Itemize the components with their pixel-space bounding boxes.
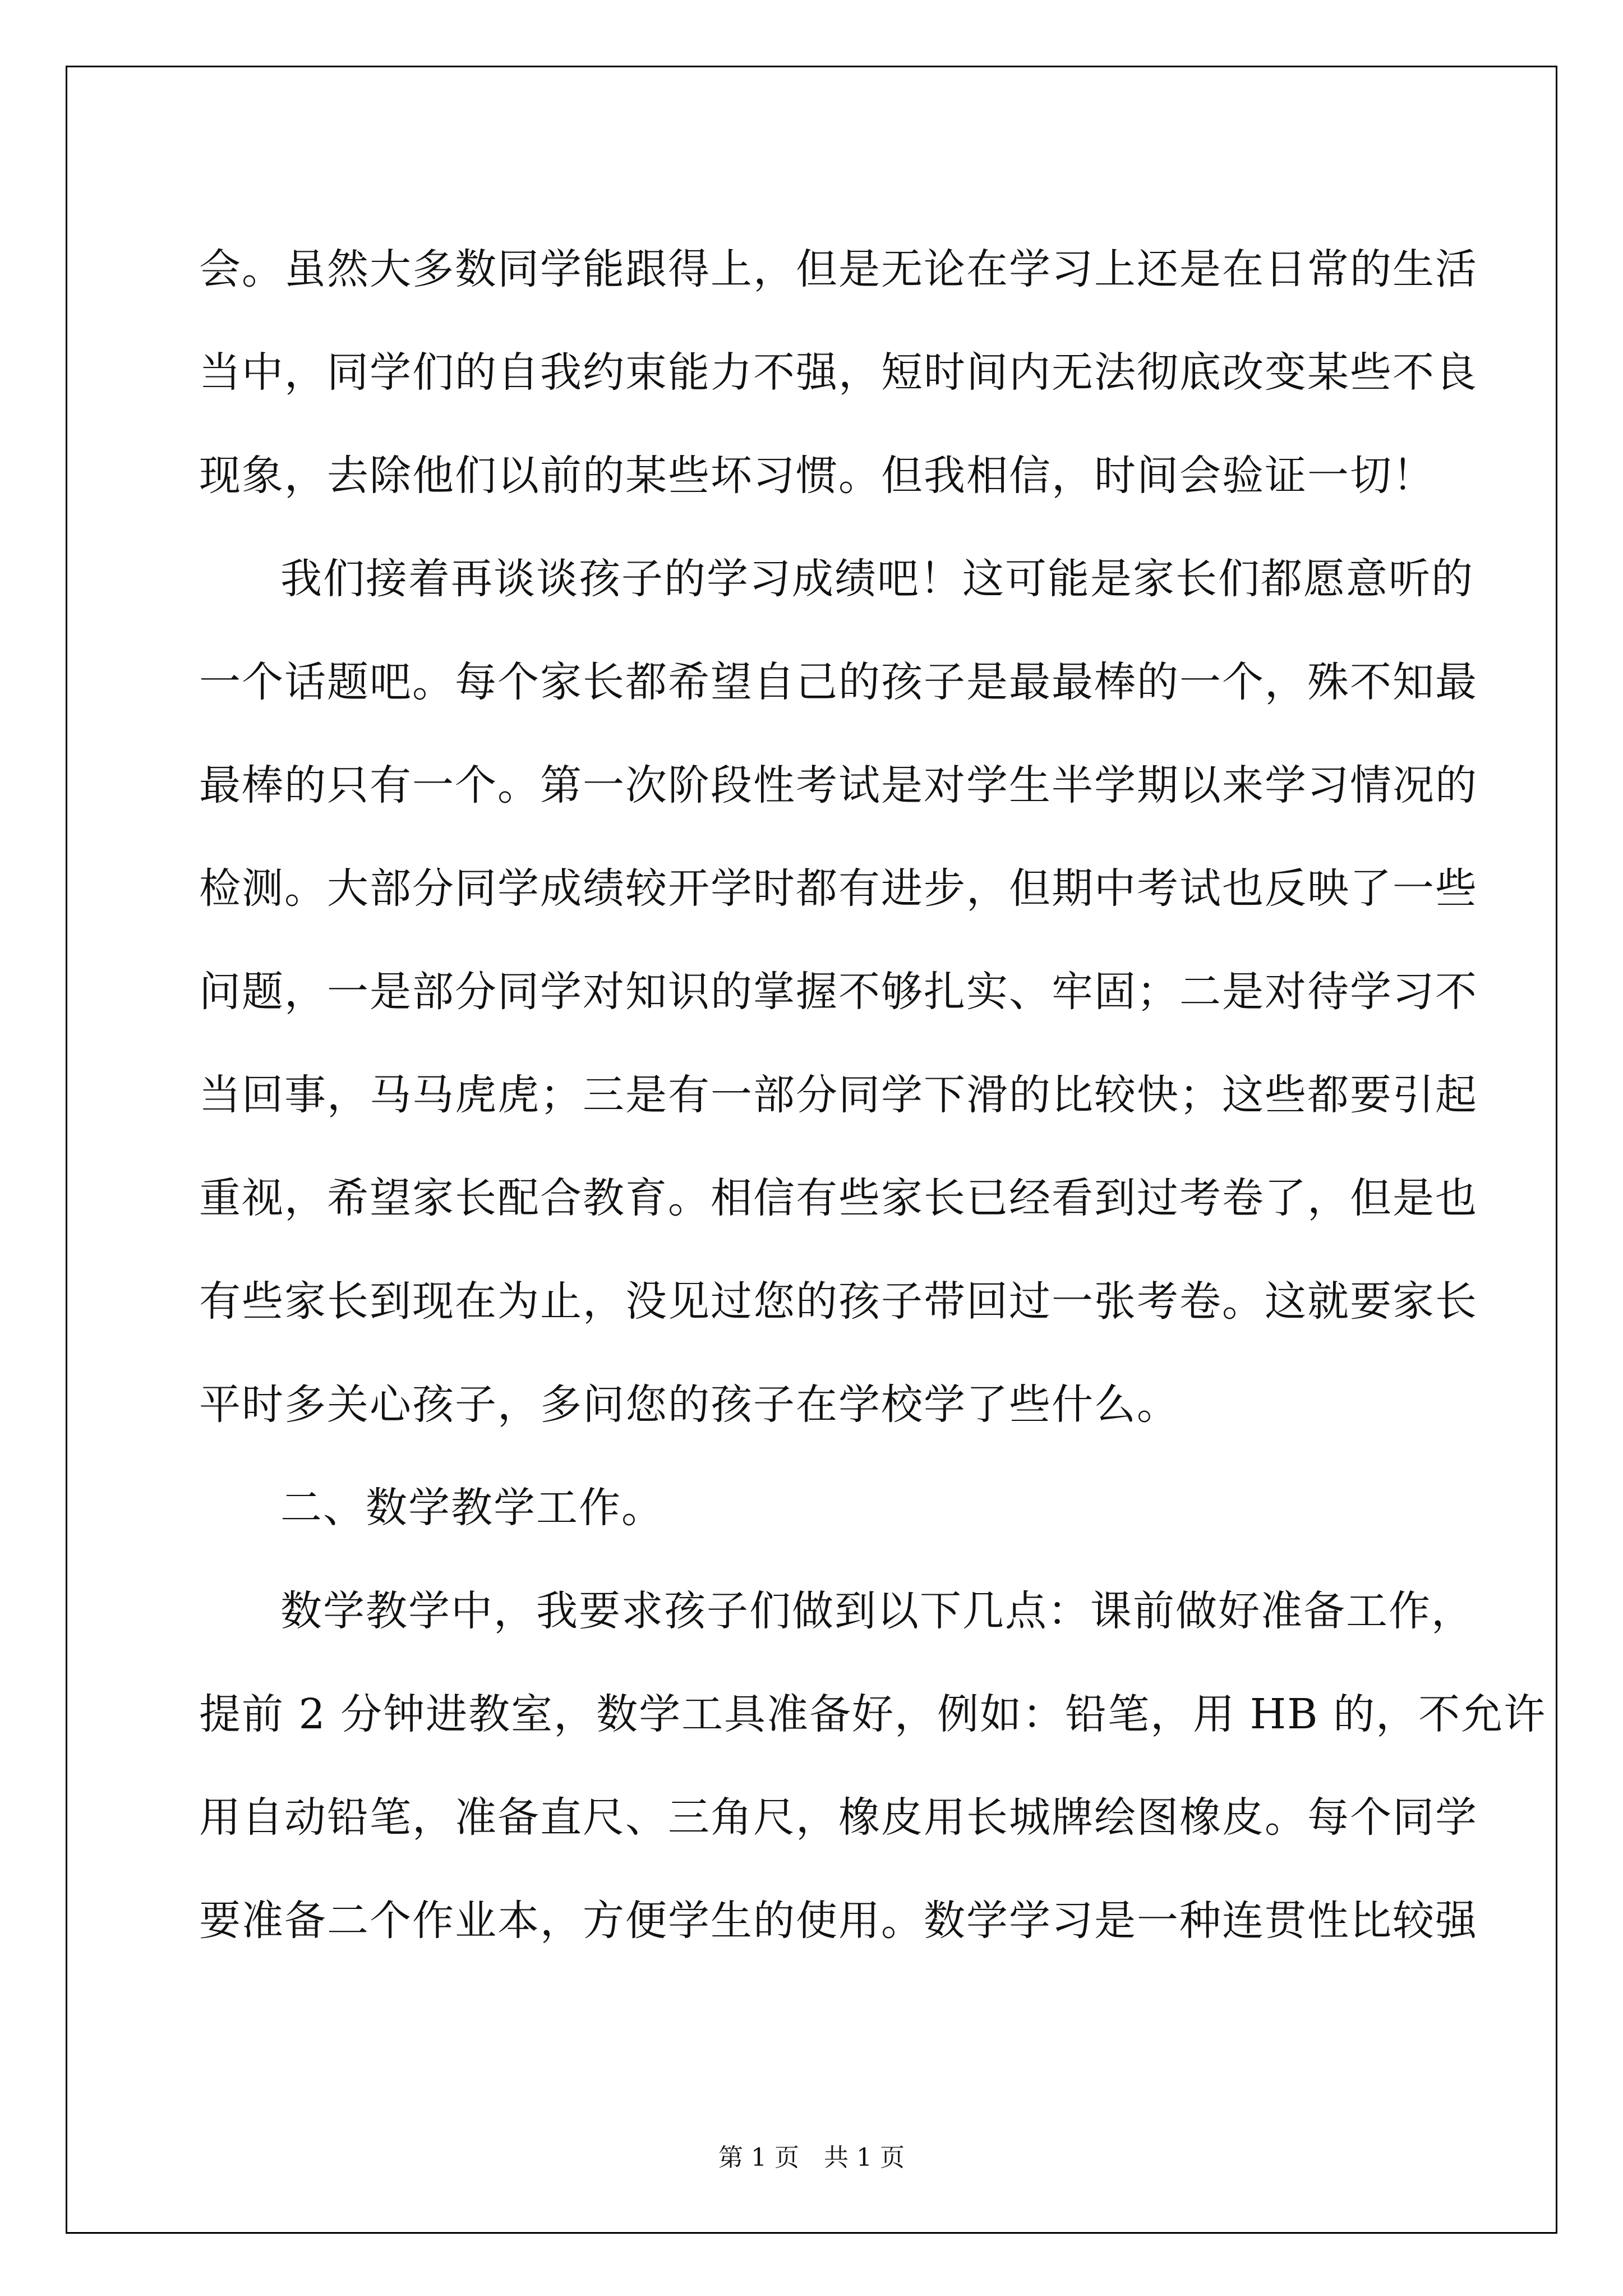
text-line: 二、数学教学工作。 bbox=[280, 1484, 664, 1532]
text-line: 我们接着再谈谈孩子的学习成绩吧！这可能是家长们都愿意听的 bbox=[280, 555, 1474, 603]
text-line: 最棒的只有一个。第一次阶段性考试是对学生半学期以来学习情况的 bbox=[199, 761, 1478, 809]
text-line: 会。虽然大多数同学能跟得上，但是无论在学习上还是在日常的生活 bbox=[199, 245, 1478, 293]
text-line: 一个话题吧。每个家长都希望自己的孩子是最最棒的一个，殊不知最 bbox=[199, 658, 1478, 706]
text-line: 检测。大部分同学成绩较开学时都有进步，但期中考试也反映了一些 bbox=[199, 864, 1478, 913]
text-line: 当中，同学们的自我约束能力不强，短时间内无法彻底改变某些不良 bbox=[199, 348, 1478, 397]
text-line: 重视，希望家长配合教育。相信有些家长已经看到过考卷了，但是也 bbox=[199, 1174, 1478, 1222]
text-line: 现象，去除他们以前的某些坏习惯。但我相信，时间会验证一切！ bbox=[199, 452, 1435, 500]
text-line: 平时多关心孩子，多问您的孩子在学校学了些什么。 bbox=[199, 1381, 1179, 1429]
text-line: 问题，一是部分同学对知识的掌握不够扎实、牢固；二是对待学习不 bbox=[199, 968, 1478, 1016]
text-line: 用自动铅笔，准备直尺、三角尺，橡皮用长城牌绘图橡皮。每个同学 bbox=[199, 1793, 1478, 1842]
paragraph bbox=[199, 527, 1478, 1456]
document-body bbox=[199, 218, 1547, 1972]
paragraph bbox=[199, 1456, 1427, 1559]
text-line: 要准备二个作业本，方便学生的使用。数学学习是一种连贯性比较强 bbox=[199, 1897, 1478, 1945]
page-number: 第 1 页 bbox=[718, 2143, 799, 2172]
page-total: 共 1 页 bbox=[824, 2143, 905, 2172]
text-line: 提前 2 分钟进教室，数学工具准备好，例如：铅笔，用 HB 的，不允许 bbox=[199, 1690, 1547, 1738]
text-line: 当回事，马马虎虎；三是有一部分同学下滑的比较快；这些都要引起 bbox=[199, 1071, 1478, 1119]
paragraph bbox=[199, 218, 1478, 527]
text-line: 数学教学中，我要求孩子们做到以下几点：课前做好准备工作， bbox=[280, 1587, 1474, 1635]
paragraph bbox=[199, 1559, 1547, 1972]
page-footer bbox=[0, 2137, 1623, 2173]
text-line: 有些家长到现在为止，没见过您的孩子带回过一张考卷。这就要家长 bbox=[199, 1277, 1478, 1326]
